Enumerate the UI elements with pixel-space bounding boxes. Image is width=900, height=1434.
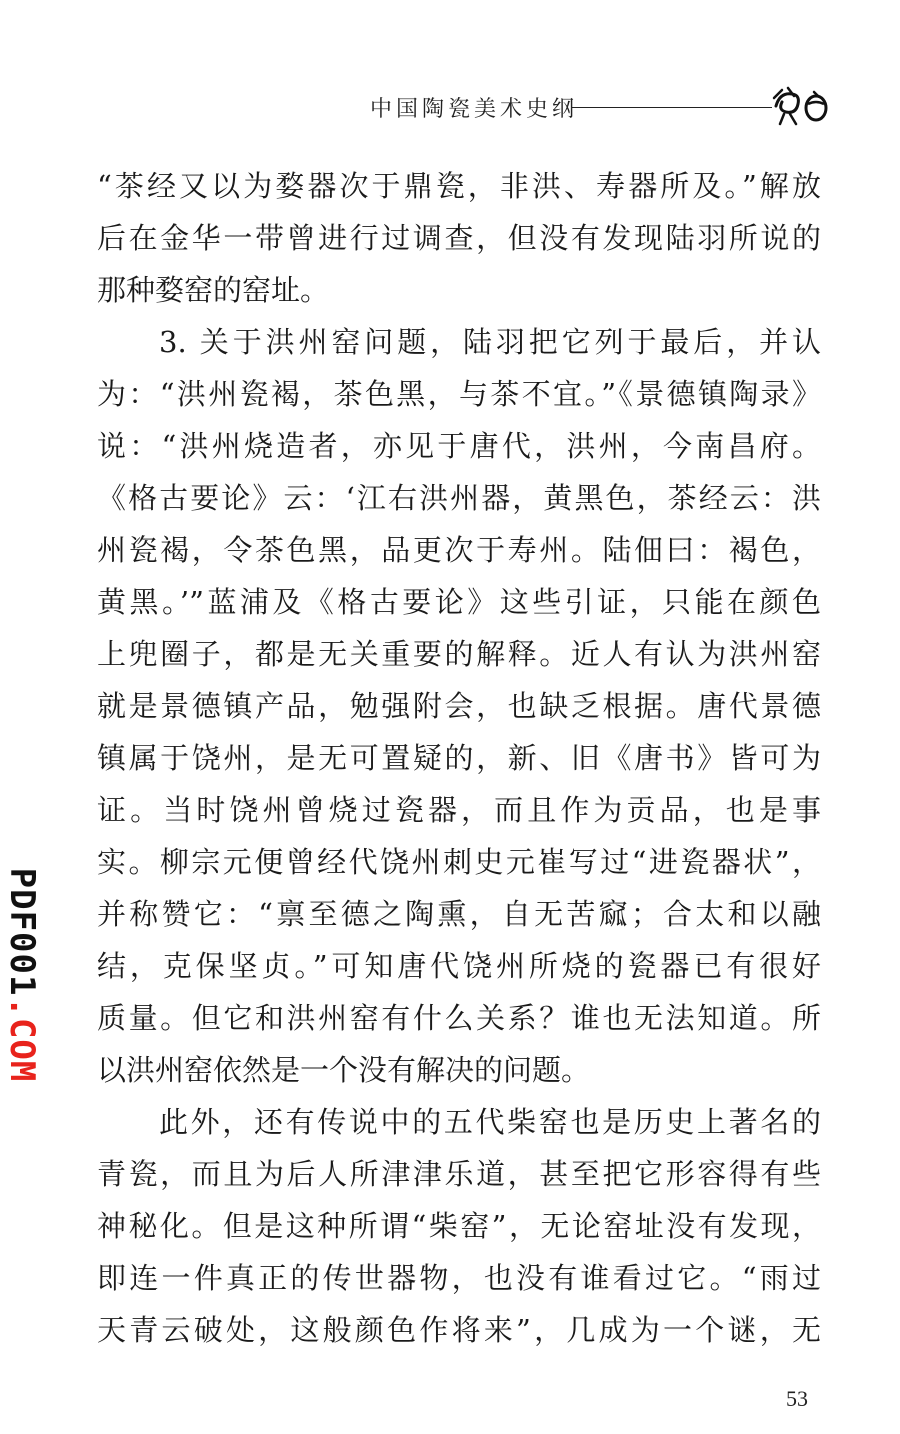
- text-line: 州瓷褐，令茶色黑，品更次于寿州。陆佃曰：褐色，: [97, 533, 821, 567]
- text-line: 天青云破处，这般颜色作将来”，几成为一个谜，无: [97, 1313, 821, 1347]
- text-line: “茶经又以为婺器次于鼎瓷，非洪、寿器所及。”解放: [97, 169, 821, 203]
- watermark: [4, 860, 40, 1090]
- text-line: 即连一件真正的传世器物，也没有谁看过它。“雨过: [97, 1261, 821, 1295]
- text-line: 为：“洪州瓷褐，茶色黑，与茶不宜。”《景德镇陶录》: [97, 377, 821, 411]
- text-line: 质量。但它和洪州窑有什么关系？谁也无法知道。所: [97, 1001, 821, 1035]
- text-line: 就是景德镇产品，勉强附会，也缺乏根据。唐代景德: [97, 689, 821, 723]
- text-line: 说：“洪州烧造者，亦见于唐代，洪州，今南昌府。: [97, 429, 821, 463]
- ornament-logo-icon: [770, 84, 834, 128]
- text-line: 此外，还有传说中的五代柴窑也是历史上著名的: [159, 1105, 821, 1139]
- text-line: 黄黑。’”蓝浦及《格古要论》这些引证，只能在颜色: [97, 585, 821, 619]
- text-line: 后在金华一带曾进行过调查，但没有发现陆羽所说的: [97, 221, 821, 255]
- text-line: 证。当时饶州曾烧过瓷器，而且作为贡品，也是事: [97, 793, 821, 827]
- text-line: 实。柳宗元便曾经代饶州刺史元崔写过“进瓷器状”，: [97, 845, 821, 879]
- page-number: 53: [786, 1386, 808, 1411]
- text-line: 并称赞它：“禀至德之陶熏，自无苦窳；合太和以融: [97, 897, 821, 931]
- text-line: 结，克保坚贞。”可知唐代饶州所烧的瓷器已有很好: [97, 949, 821, 983]
- watermark-text: [2, 868, 42, 1083]
- text-line: 以洪州窑依然是一个没有解决的问题。: [97, 1053, 591, 1087]
- text-line: 3. 关于洪州窑问题，陆羽把它列于最后，并认: [159, 325, 821, 359]
- text-line: 神秘化。但是这种所谓“柴窑”，无论窑址没有发现，: [97, 1209, 821, 1243]
- watermark-part-2: .COM: [2, 996, 42, 1083]
- text-line: 那种婺窑的窑址。: [97, 273, 330, 307]
- text-line: 上兜圈子，都是无关重要的解释。近人有认为洪州窑: [97, 637, 821, 671]
- running-header: [340, 84, 840, 128]
- watermark-part-1: PDF001: [2, 867, 42, 997]
- text-line: 青瓷，而且为后人所津津乐道，甚至把它形容得有些: [97, 1157, 821, 1191]
- book-title: 中国陶瓷美术史纲: [370, 97, 579, 122]
- text-line: 《格古要论》云：‘江右洪州器，黄黑色，茶经云：洪: [97, 481, 821, 515]
- header-rule: [572, 107, 772, 108]
- text-line: 镇属于饶州，是无可置疑的，新、旧《唐书》皆可为: [97, 741, 821, 775]
- body-text: [97, 160, 821, 1356]
